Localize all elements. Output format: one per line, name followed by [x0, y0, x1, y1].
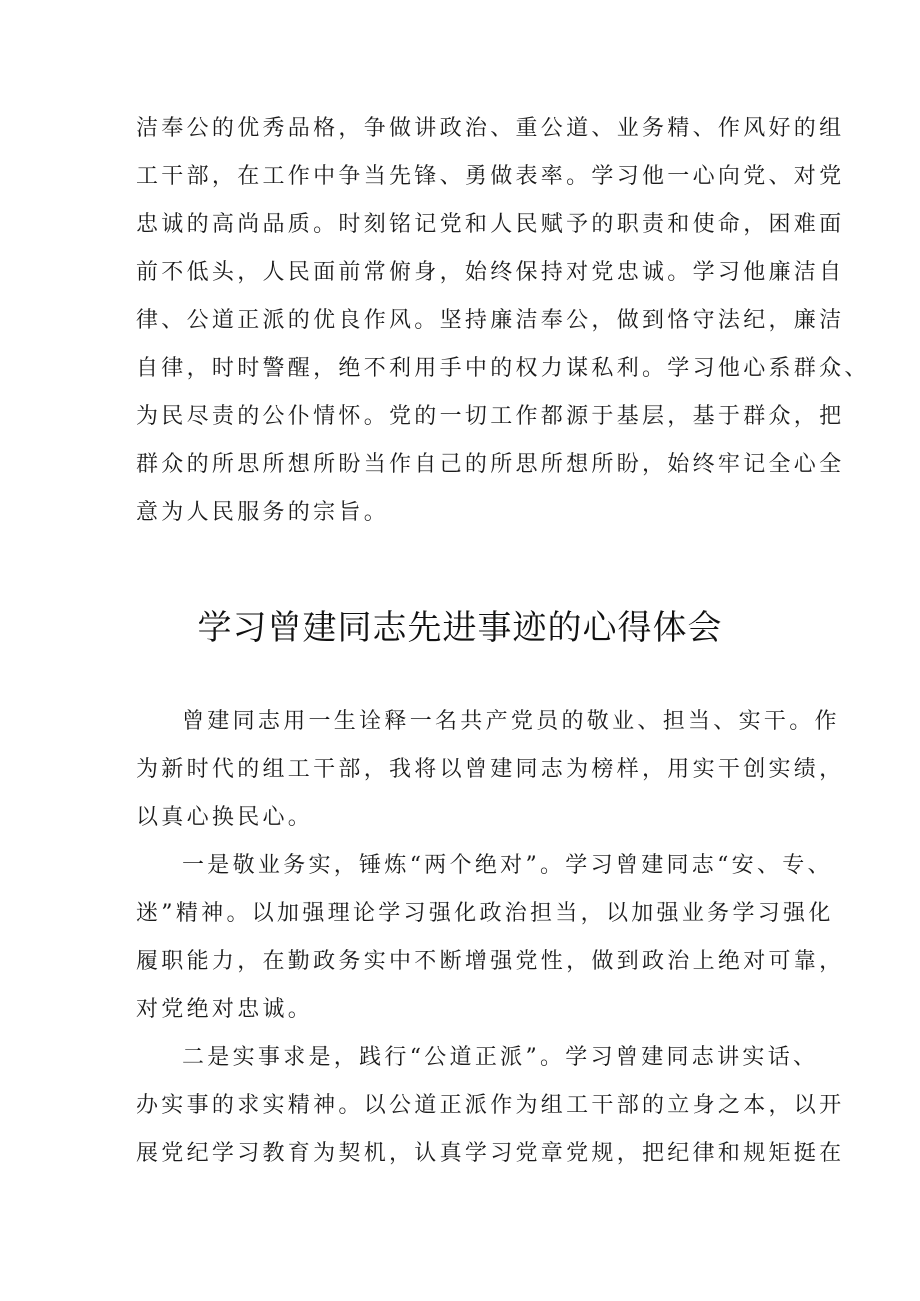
text-line: 履职能力，在勤政务实中不断增强党性，做到政治上绝对可靠，	[136, 949, 845, 974]
text-line: 一是敬业务实，锤炼“两个绝对”。学习曾建同志“安、专、	[182, 853, 833, 878]
article-title: 学习曾建同志先进事迹的心得体会	[197, 608, 723, 648]
text-line: 以真心换民心。	[136, 805, 314, 830]
text-line: 前不低头，人民面前常俯身，始终保持对党忠诚。学习他廉洁自	[136, 260, 845, 285]
text-line: 工干部，在工作中争当先锋、勇做表率。学习他一心向党、对党	[136, 164, 845, 189]
text-line: 展党纪学习教育为契机，认真学习党章党规，把纪律和规矩挺在	[136, 1141, 845, 1166]
text-line: 意为人民服务的宗旨。	[136, 500, 390, 525]
text-line: 二是实事求是，践行“公道正派”。学习曾建同志讲实话、	[182, 1045, 819, 1070]
text-line: 忠诚的高尚品质。时刻铭记党和人民赋予的职责和使命，困难面	[136, 212, 845, 237]
text-line: 群众的所思所想所盼当作自己的所思所想所盼，始终牢记全心全	[136, 452, 845, 477]
text-line: 洁奉公的优秀品格，争做讲政治、重公道、业务精、作风好的组	[136, 116, 845, 141]
text-line: 自律，时时警醒，绝不利用手中的权力谋私利。学习他心系群众、	[136, 356, 870, 381]
text-line: 办实事的求实精神。以公道正派作为组工干部的立身之本，以开	[136, 1093, 845, 1118]
text-line: 为民尽责的公仆情怀。党的一切工作都源于基层，基于群众，把	[136, 404, 845, 429]
text-line: 对党绝对忠诚。	[136, 997, 314, 1022]
text-line: 曾建同志用一生诠释一名共产党员的敬业、担当、实干。作	[182, 709, 840, 734]
text-line: 律、公道正派的优良作风。坚持廉洁奉公，做到恪守法纪，廉洁	[136, 308, 845, 333]
text-line: 迷”精神。以加强理论学习强化政治担当，以加强业务学习强化	[136, 901, 834, 926]
text-line: 为新时代的组工干部，我将以曾建同志为榜样，用实干创实绩，	[136, 757, 845, 782]
